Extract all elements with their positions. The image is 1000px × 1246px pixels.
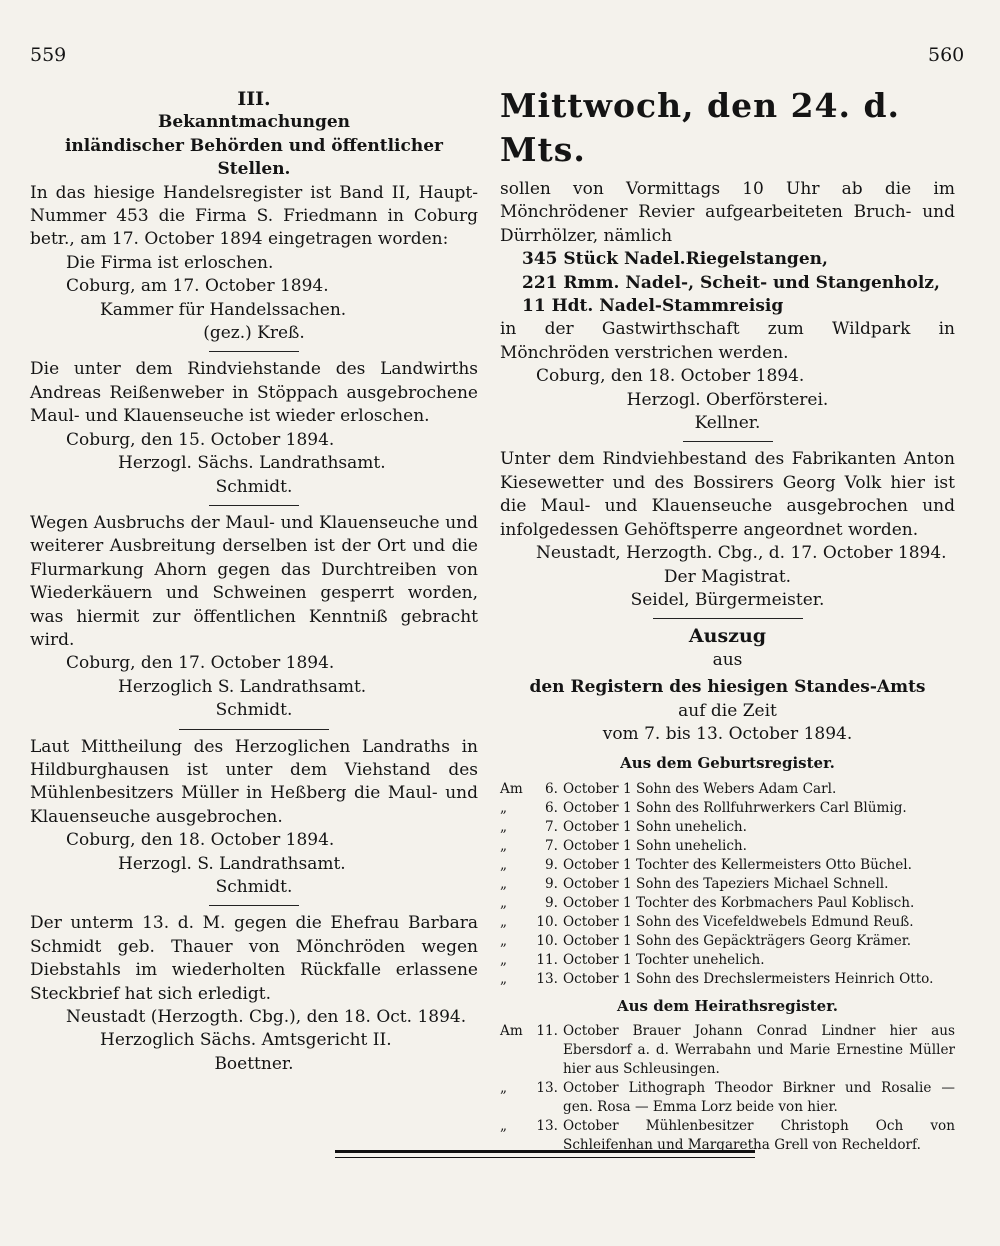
register-entry	[500, 875, 955, 894]
auction-text-2: in der Gastwirthschaft zum Wildpark in Mönchröden verstrichen werden.	[500, 319, 955, 363]
register-entry-text: October 1 Sohn unehelich.	[563, 818, 748, 835]
notice-4-place-date: Coburg, den 18. October 1894.	[66, 830, 335, 851]
notice-1-text: In das hiesige Handelsregister ist Band II, Haupt-Nummer 453 die Firma S. Friedmann in Coburg betr., am 17. October 1894 eingetragen worden:	[30, 182, 478, 250]
register-entry-text: October Lithograph Theodor Birkner und Rosalie — gen. Rosa — Emma Lorz beide von hier.	[563, 1080, 955, 1116]
register-entry	[500, 951, 955, 970]
register-entry-day: 9.	[545, 875, 558, 892]
notice-2-place-date: Coburg, den 15. October 1894.	[66, 429, 335, 450]
auction-place-date: Coburg, den 18. October 1894.	[536, 366, 805, 387]
marriage-register-heading: Aus dem Heirathsregister.	[617, 996, 838, 1015]
register-entry	[500, 799, 955, 818]
register-entry-day: 13.	[536, 1080, 558, 1097]
register-entry	[500, 932, 955, 951]
extract-aus: aus	[712, 649, 743, 670]
notice-5-signature: Boettner.	[214, 1053, 294, 1074]
notice-3-text: Wegen Ausbruchs der Maul- und Klauenseuche und weiterer Ausbreitung derselben ist der Ort und die Flurmarkung Ahorn gegen das Durchtreiben von Wiederkäuern und Schweinen gesperrt worden, was hiermit zur öffentlichen Kenntniß gebracht wird.	[30, 512, 478, 650]
birth-register-list	[500, 780, 955, 989]
register-entry-prefix: „	[500, 1080, 508, 1097]
register-entry-day: 11.	[536, 1023, 558, 1040]
register-entry-text: October 1 Sohn des Webers Adam Carl.	[563, 780, 837, 797]
register-entry	[500, 970, 955, 989]
notice-3-authority: Herzoglich S. Landrathsamt.	[118, 676, 367, 697]
register-entry-day: 11.	[536, 951, 558, 968]
register-entry-day: 7.	[545, 818, 558, 835]
notice-5-text: Der unterm 13. d. M. gegen die Ehefrau Barbara Schmidt geb. Thauer von Mönchröden wegen Diebstahls im wiederholten Rückfalle erlassene Steckbrief hat sich erledigt.	[30, 913, 478, 1004]
register-entry	[500, 1079, 955, 1117]
register-entry-text: October 1 Sohn des Tapeziers Michael Schnell.	[563, 875, 889, 892]
left-column	[30, 88, 478, 1076]
register-entry-text: October 1 Sohn des Vicefeldwebels Edmund Reuß.	[563, 913, 914, 930]
register-entry-day: 9.	[545, 894, 558, 911]
register-entry	[500, 913, 955, 932]
register-entry-prefix: „	[500, 799, 508, 816]
notice-3-place-date: Coburg, den 17. October 1894.	[66, 653, 335, 674]
extract-dates: vom 7. bis 13. October 1894.	[602, 723, 853, 744]
section-number: III.	[237, 88, 271, 110]
register-entry-prefix: „	[500, 856, 508, 873]
birth-register-heading: Aus dem Geburtsregister.	[620, 754, 835, 773]
register-entry-prefix: Am	[500, 1023, 523, 1040]
register-entry	[500, 1022, 955, 1079]
page-number-right: 560	[928, 44, 965, 66]
notice-1-place-date: Coburg, am 17. October 1894.	[66, 276, 329, 297]
divider	[653, 618, 803, 619]
register-entry	[500, 856, 955, 875]
page-end-rule	[335, 1150, 755, 1153]
auction-signature: Kellner.	[694, 413, 761, 434]
notice-4-signature: Schmidt.	[215, 877, 293, 897]
divider	[179, 729, 329, 730]
register-entry-text: October Brauer Johann Conrad Lindner hier aus Ebersdorf a. d. Werrabahn und Marie Ernestine Müller hier aus Schleusingen.	[563, 1023, 955, 1078]
notice-r2-authority: Der Magistrat.	[663, 566, 792, 587]
register-entry-text: October 1 Sohn des Rollfuhrwerkers Carl Blümig.	[563, 799, 907, 816]
extract-registers: den Registern des hiesigen Standes-Amts	[529, 677, 926, 698]
register-entry-text: October 1 Tochter unehelich.	[563, 951, 765, 968]
divider	[209, 905, 299, 906]
register-entry-day: 13.	[536, 1118, 558, 1135]
notice-2-signature: Schmidt.	[215, 476, 293, 497]
section-heading-line1: Bekanntmachungen	[157, 112, 351, 133]
register-entry	[500, 837, 955, 856]
register-entry-prefix: Am	[500, 780, 523, 797]
notice-1-signature: (gez.) Kreß.	[203, 323, 305, 344]
register-entry-prefix: „	[500, 837, 508, 854]
notice-5-place-date: Neustadt (Herzogth. Cbg.), den 18. Oct. 1894.	[66, 1007, 467, 1028]
divider	[209, 505, 299, 506]
auction-text: sollen von Vormittags 10 Uhr ab die im Mönchrödener Revier aufgearbeiteten Bruch- und Dürrhölzer, nämlich	[500, 179, 955, 246]
page-number-left: 559	[30, 44, 67, 66]
notice-2-text: Die unter dem Rindviehstande des Landwirths Andreas Reißenweber in Stöppach ausgebrochene Maul- und Klauenseuche ist wieder erloschen.	[30, 359, 478, 427]
notice-3-signature: Schmidt.	[215, 700, 293, 721]
register-entry-text: October 1 Sohn unehelich.	[563, 837, 748, 854]
right-column	[500, 88, 955, 1155]
register-entry-prefix: „	[500, 970, 508, 987]
register-entry-day: 9.	[545, 856, 558, 873]
auction-item: 11 Hdt. Nadel-Stammreisig	[522, 296, 784, 317]
notice-1-firma: Die Firma ist erloschen.	[66, 252, 274, 273]
auction-authority: Herzogl. Oberförsterei.	[626, 389, 829, 410]
page-end-rule-thin	[335, 1157, 755, 1158]
auction-item: 345 Stück Nadel.Riegelstangen,	[522, 249, 828, 270]
register-entry-text: October 1 Tochter des Korbmachers Paul Koblisch.	[563, 894, 915, 911]
register-entry-prefix: „	[500, 913, 508, 930]
register-entry-prefix: „	[500, 818, 508, 835]
register-entry-day: 10.	[536, 932, 558, 949]
notice-5-authority: Herzoglich Sächs. Amtsgericht II.	[100, 1030, 392, 1051]
auction-item: 221 Rmm. Nadel-, Scheit- und Stangenholz,	[522, 272, 940, 293]
notice-2-authority: Herzogl. Sächs. Landrathsamt.	[118, 453, 386, 474]
register-entry	[500, 780, 955, 799]
register-entry-prefix: „	[500, 875, 508, 892]
register-entry-prefix: „	[500, 932, 508, 949]
extract-title: Auszug	[688, 625, 767, 648]
register-entry-text: October Mühlenbesitzer Christoph Och von Schleifenhan und Margaretha Grell von Recheldorf.	[563, 1118, 955, 1154]
notice-r2-signature: Seidel, Bürgermeister.	[630, 589, 825, 610]
register-entry-text: October 1 Tochter des Kellermeisters Otto Büchel.	[563, 856, 912, 873]
notice-r2-text: Unter dem Rindviehbestand des Fabrikanten Anton Kiesewetter und des Bossirers Georg Volk hier ist die Maul- und Klauenseuche ausgebrochen und infolgedessen Gehöftsperre angeordnet worden.	[500, 449, 955, 540]
notice-4-text: Laut Mittheilung des Herzoglichen Landraths in Hildburghausen ist unter dem Viehstand des Mühlenbesitzers Müller in Heßberg die Maul- und Klauenseuche ausgebrochen.	[30, 736, 478, 827]
divider	[209, 351, 299, 352]
divider	[683, 441, 773, 442]
register-entry-text: October 1 Sohn des Drechslermeisters Heinrich Otto.	[563, 970, 934, 987]
notice-1-authority: Kammer für Handelssachen.	[100, 299, 347, 320]
register-entry-day: 10.	[536, 913, 558, 930]
register-entry-prefix: „	[500, 894, 508, 911]
register-entry-day: 6.	[545, 799, 558, 816]
extract-time: auf die Zeit	[678, 700, 777, 721]
notice-4-authority: Herzogl. S. Landrathsamt.	[118, 853, 346, 874]
register-entry-prefix: „	[500, 951, 508, 968]
notice-r2-place-date: Neustadt, Herzogth. Cbg., d. 17. October 1894.	[536, 543, 947, 564]
register-entry-prefix: „	[500, 1118, 508, 1135]
register-entry	[500, 894, 955, 913]
register-entry-day: 13.	[536, 970, 558, 987]
register-entry-day: 6.	[545, 780, 558, 797]
register-entry-text: October 1 Sohn des Gepäckträgers Georg Krämer.	[563, 932, 912, 949]
section-heading-line2: inländischer Behörden und öffentlicher Stellen.	[64, 135, 444, 180]
marriage-register-list	[500, 1022, 955, 1155]
register-entry-day: 7.	[545, 837, 558, 854]
auction-heading: Mittwoch, den 24. d. Mts.	[500, 86, 901, 169]
register-entry	[500, 818, 955, 837]
